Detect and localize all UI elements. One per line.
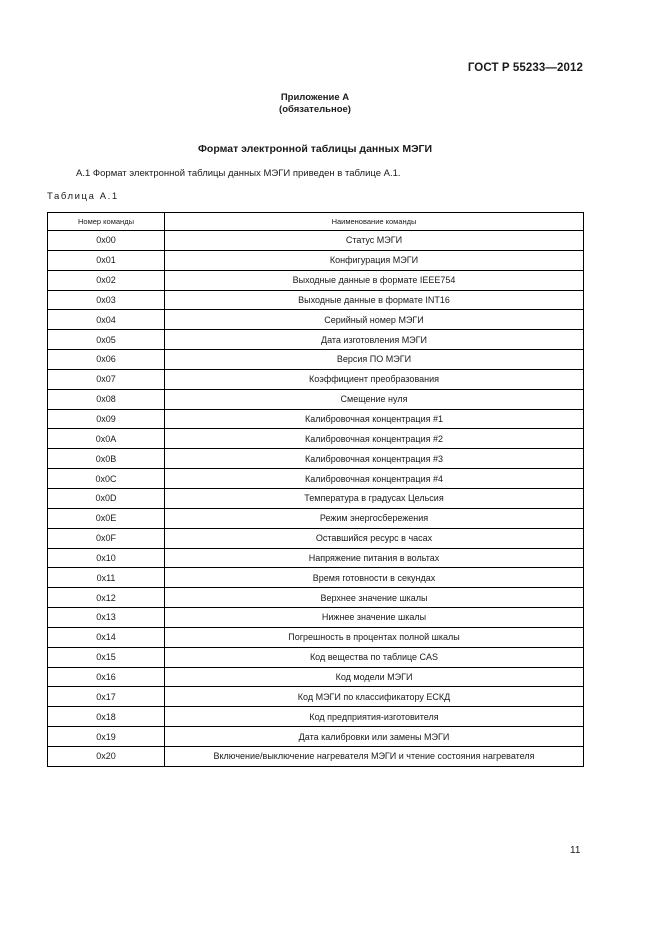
command-code-cell: 0x0E — [48, 508, 165, 528]
command-name-cell: Код предприятия-изготовителя — [165, 707, 584, 727]
annex-status: (обязательное) — [279, 104, 351, 115]
table-row — [48, 389, 584, 409]
command-name-cell: Код МЭГИ по классификатору ЕСКД — [165, 687, 584, 707]
command-name-cell: Оставшийся ресурс в часах — [165, 528, 584, 548]
command-code-cell: 0x0F — [48, 528, 165, 548]
command-code-cell: 0x13 — [48, 608, 165, 628]
table-caption: Таблица А.1 — [47, 191, 119, 202]
command-name-cell: Температура в градусах Цельсия — [165, 488, 584, 508]
command-code-cell: 0x04 — [48, 310, 165, 330]
command-code-cell: 0x01 — [48, 250, 165, 270]
command-name-cell: Калибровочная концентрация #2 — [165, 429, 584, 449]
table-row — [48, 231, 584, 251]
command-name-cell: Калибровочная концентрация #3 — [165, 449, 584, 469]
table-row — [48, 528, 584, 548]
command-code-cell: 0x17 — [48, 687, 165, 707]
table-row — [48, 727, 584, 747]
table-row — [48, 250, 584, 270]
command-name-cell: Коэффициент преобразования — [165, 369, 584, 389]
table-row — [48, 350, 584, 370]
command-code-cell: 0x10 — [48, 548, 165, 568]
command-name-cell: Смещение нуля — [165, 389, 584, 409]
command-name-cell: Дата калибровки или замены МЭГИ — [165, 727, 584, 747]
command-code-cell: 0x07 — [48, 369, 165, 389]
table-row — [48, 647, 584, 667]
table-row — [48, 409, 584, 429]
table-header-row — [48, 213, 584, 231]
table-row — [48, 488, 584, 508]
command-code-cell: 0x11 — [48, 568, 165, 588]
command-code-cell: 0x0B — [48, 449, 165, 469]
commands-table — [47, 212, 584, 767]
command-code-cell: 0x12 — [48, 588, 165, 608]
table-row — [48, 369, 584, 389]
command-code-cell: 0x09 — [48, 409, 165, 429]
command-code-cell: 0x08 — [48, 389, 165, 409]
table-row — [48, 330, 584, 350]
command-code-cell: 0x0C — [48, 469, 165, 489]
command-name-cell: Время готовности в секундах — [165, 568, 584, 588]
command-name-cell: Включение/выключение нагревателя МЭГИ и чтение состояния нагревателя — [165, 746, 584, 766]
table-row — [48, 290, 584, 310]
table-row — [48, 588, 584, 608]
command-name-cell: Калибровочная концентрация #1 — [165, 409, 584, 429]
table-row — [48, 270, 584, 290]
command-code-cell: 0x18 — [48, 707, 165, 727]
table-row — [48, 707, 584, 727]
intro-paragraph: А.1 Формат электронной таблицы данных МЭГИ приведен в таблице А.1. — [76, 168, 401, 179]
command-name-cell: Калибровочная концентрация #4 — [165, 469, 584, 489]
command-code-cell: 0x05 — [48, 330, 165, 350]
command-name-cell: Версия ПО МЭГИ — [165, 350, 584, 370]
command-name-cell: Погрешность в процентах полной шкалы — [165, 627, 584, 647]
command-name-cell: Статус МЭГИ — [165, 231, 584, 251]
command-code-cell: 0x14 — [48, 627, 165, 647]
command-name-cell: Серийный номер МЭГИ — [165, 310, 584, 330]
command-code-cell: 0x02 — [48, 270, 165, 290]
command-code-cell: 0x19 — [48, 727, 165, 747]
command-code-cell: 0x15 — [48, 647, 165, 667]
table-row — [48, 667, 584, 687]
table-row — [48, 687, 584, 707]
command-name-cell: Нижнее значение шкалы — [165, 608, 584, 628]
table-row — [48, 469, 584, 489]
command-code-cell: 0x0D — [48, 488, 165, 508]
header-command-name: Наименование команды — [165, 213, 584, 231]
annex-title: Приложение А — [280, 92, 350, 103]
page-number: 11 — [570, 845, 581, 856]
table-row — [48, 429, 584, 449]
table-row — [48, 568, 584, 588]
command-name-cell: Код вещества по таблице CAS — [165, 647, 584, 667]
command-name-cell: Выходные данные в формате IEEE754 — [165, 270, 584, 290]
table-row — [48, 449, 584, 469]
command-code-cell: 0x03 — [48, 290, 165, 310]
table-row — [48, 310, 584, 330]
standard-designation: ГОСТ Р 55233—2012 — [467, 62, 583, 74]
command-name-cell: Выходные данные в формате INT16 — [165, 290, 584, 310]
section-title: Формат электронной таблицы данных МЭГИ — [197, 143, 433, 155]
command-name-cell: Дата изготовления МЭГИ — [165, 330, 584, 350]
table-row — [48, 627, 584, 647]
table-row — [48, 508, 584, 528]
table-row — [48, 746, 584, 766]
command-code-cell: 0x06 — [48, 350, 165, 370]
command-code-cell: 0x16 — [48, 667, 165, 687]
command-name-cell: Режим энергосбережения — [165, 508, 584, 528]
command-code-cell: 0x0A — [48, 429, 165, 449]
command-name-cell: Конфигурация МЭГИ — [165, 250, 584, 270]
command-code-cell: 0x00 — [48, 231, 165, 251]
command-name-cell: Верхнее значение шкалы — [165, 588, 584, 608]
command-code-cell: 0x20 — [48, 746, 165, 766]
header-command-number: Номер команды — [48, 213, 165, 231]
table-row — [48, 548, 584, 568]
command-name-cell: Напряжение питания в вольтах — [165, 548, 584, 568]
table-row — [48, 608, 584, 628]
command-name-cell: Код модели МЭГИ — [165, 667, 584, 687]
